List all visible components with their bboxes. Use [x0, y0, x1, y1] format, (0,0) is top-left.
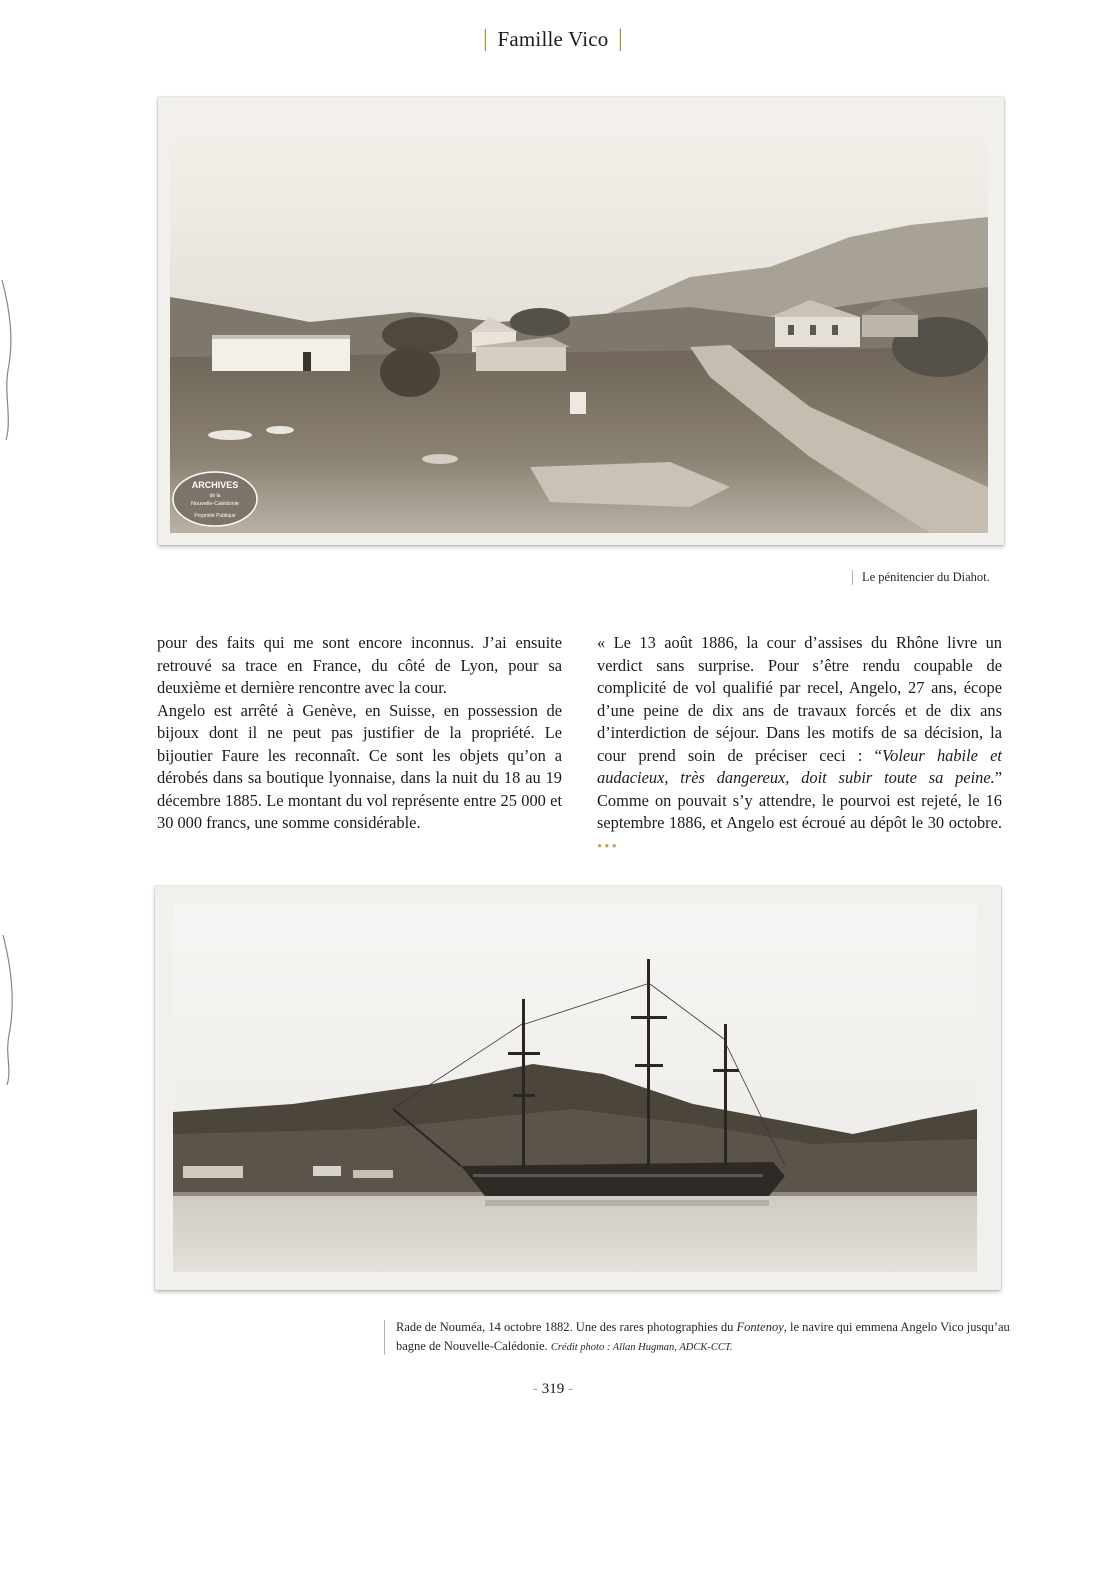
stamp-line-4: Propriété Publique: [194, 513, 236, 519]
caption-top-rule: [852, 570, 853, 585]
continuation-dots: •••: [597, 838, 619, 855]
stamp-line-2: de la: [209, 493, 221, 499]
caption-bottom: [384, 1318, 1016, 1357]
paragraph-left-1: pour des faits qui me sont encore inconnus. J’ai ensuite retrouvé sa trace en France, du côté de Lyon, pour sa deuxième et dernière rencontre avec la cour.: [157, 633, 562, 697]
caption-top: [852, 568, 990, 587]
photo-landscape-image: [170, 107, 988, 533]
scan-fold-mark-bottom: [0, 935, 18, 1085]
running-header: [0, 26, 1106, 53]
text-column-left: [157, 632, 562, 835]
header-bar-right: |: [617, 26, 623, 52]
page-number: [0, 1381, 1106, 1398]
ship-name: Fontenoy: [736, 1320, 784, 1334]
text-column-right: [597, 632, 1002, 858]
stamp-line-1: ARCHIVES: [191, 480, 239, 490]
page-number-dash-right: -: [568, 1381, 573, 1397]
paragraph-left-2: Angelo est arrêté à Genève, en Suisse, en possession de bijoux dont il ne peut pas justifier de la propriété. Le bijoutier Faure les reconnaît. Ce sont les objets qu’on a dérobés dans sa boutique lyonnaise, dans la nuit du 18 au 19 décembre 1885. Le montant du vol représente entre 25 000 et 30 000 francs, une somme considérable.: [157, 700, 562, 832]
paragraph-right-1: [597, 632, 1002, 858]
photo-penitencier-diahot: [158, 97, 1004, 545]
page-number-value: 319: [541, 1381, 565, 1397]
paragraph-right-text-b: ” Comme on pouvait s’y attendre, le pourvoi est rejeté, le 16 septembre 1886, et Angelo est écroué au dépôt le 30 octobre.: [597, 768, 1002, 832]
paragraph-right-text-a: « Le 13 août 1886, la cour d’assises du Rhône livre un verdict sans surprise. Pour s’être rendu coupable de complicité de vol qualifié par recel, Angelo, 27 ans, écope d’une peine de dix ans de travaux forcés et de dix ans d’interdiction de séjour. Dans les motifs de sa décision, la cour prend soin de préciser ceci : “: [597, 633, 1002, 765]
photo-fontenoy-ship: [155, 886, 1001, 1290]
page-number-dash-left: -: [533, 1381, 538, 1397]
caption-top-text: Le pénitencier du Diahot.: [862, 570, 990, 584]
caption-bottom-text-b: , le navire qui emmena Angelo Vico jusqu’au bagne de Nouvelle-Calédonie.: [396, 1320, 1010, 1353]
court-quote: Voleur habile et audacieux, très dangereux, doit subir toute sa peine.: [597, 745, 1002, 787]
scan-fold-mark-top: [0, 280, 18, 440]
caption-bottom-text-a: Rade de Nouméa, 14 octobre 1882. Une des rares photographies du: [396, 1320, 737, 1334]
photo-credit: Crédit photo : Allan Hugman, ADCK-CCT.: [550, 1342, 733, 1353]
header-title: Famille Vico: [497, 27, 609, 51]
caption-bottom-rule: [384, 1320, 385, 1355]
header-bar-left: |: [483, 26, 489, 52]
archives-stamp: [173, 472, 257, 526]
photo-ship-image: [173, 904, 977, 1272]
stamp-line-3: Nouvelle-Calédonie: [190, 501, 240, 507]
